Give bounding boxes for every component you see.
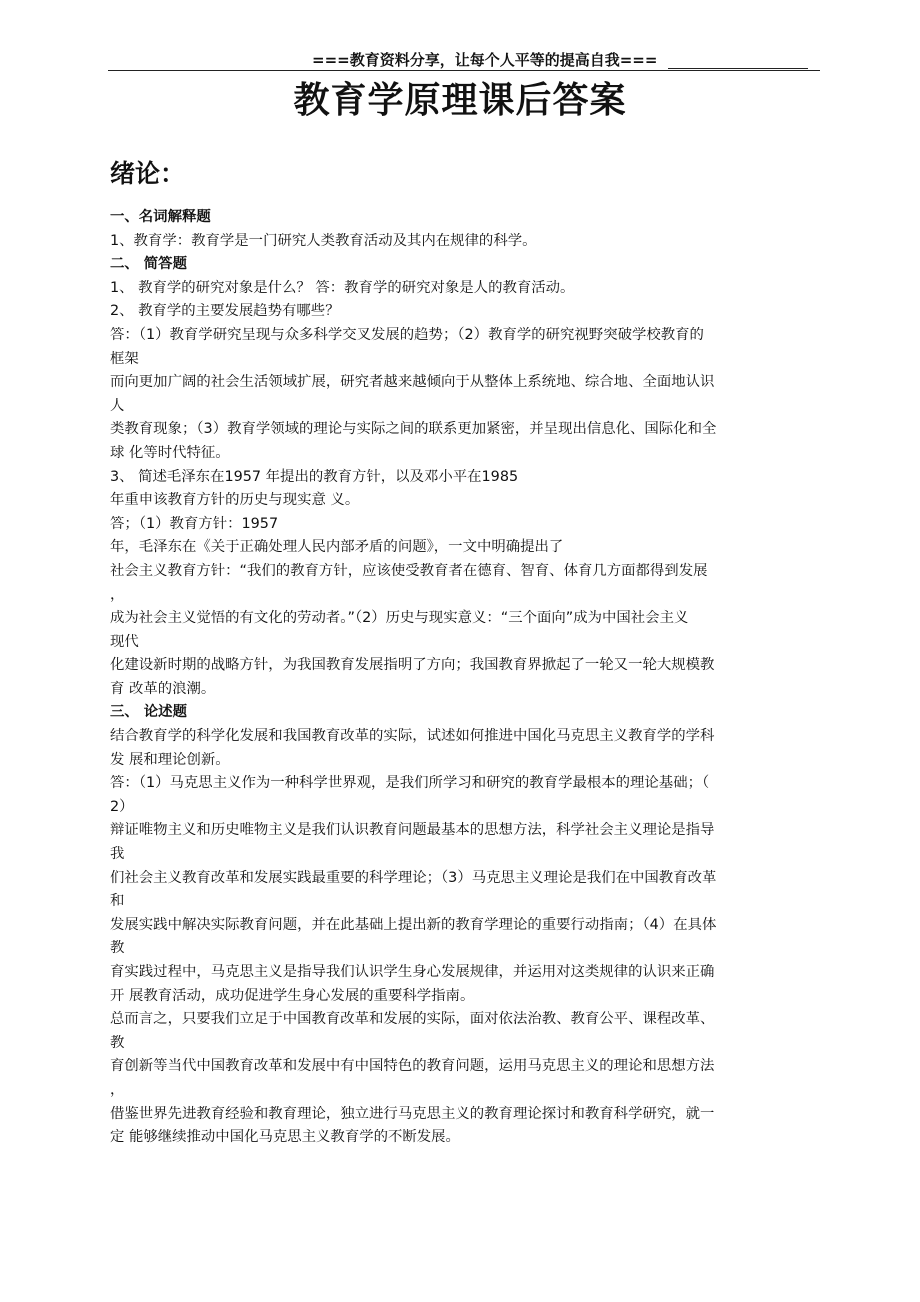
page-header	[108, 50, 820, 72]
text-line: ，	[110, 1081, 125, 1098]
text-line: 年，毛泽东在《关于正确处理人民内部矛盾的问题》，一文中明确提出了	[110, 539, 564, 556]
text-line: 人	[110, 397, 125, 414]
text-line: 框架	[110, 350, 139, 367]
text-line: 年重申该教育方针的历史与现实意 义。	[110, 492, 360, 509]
section-heading: 一、名词解释题	[110, 209, 211, 225]
text-line: 而向更加广阔的社会生活领域扩展，研究者越来越倾向于从整体上系统地、综合地、全面地认识	[110, 374, 715, 391]
header-blank-underline	[668, 68, 808, 69]
text-line: 们社会主义教育改革和发展实践最重要的科学理论；（3）马克思主义理论是我们在中国教育改革	[110, 869, 717, 886]
text-line: 育 改革的浪潮。	[110, 680, 216, 697]
section-heading: 二、 简答题	[110, 256, 187, 273]
text-line: 结合教育学的科学化发展和我国教育改革的实际，试述如何推进中国化马克思主义教育学的学科	[110, 728, 715, 745]
text-line: ，	[110, 586, 125, 603]
text-line: 定 能够继续推动中国化马克思主义教育学的不断发展。	[110, 1129, 460, 1146]
text-line: 育创新等当代中国教育改革和发展中有中国特色的教育问题，运用马克思主义的理论和思想方法	[110, 1058, 715, 1075]
text-line: 教	[110, 940, 125, 957]
text-line: 成为社会主义觉悟的有文化的劳动者。”（2）历史与现实意义：“三个面向”成为中国社会主义	[110, 610, 689, 627]
text-line: 2）	[110, 798, 134, 815]
header-text: ===教育资料分享，让每个人平等的提高自我===	[312, 51, 658, 69]
text-line: 答；（1）教育方针：1957	[110, 515, 279, 532]
text-line: 社会主义教育方针：“我们的教育方针，应该使受教育者在德育、智育、体育几方面都得到发展	[110, 562, 708, 579]
text-line: 发 展和理论创新。	[110, 751, 230, 768]
text-line: 借鉴世界先进教育经验和教育理论，独立进行马克思主义的教育理论探讨和教育科学研究，就一	[110, 1105, 715, 1122]
text-line: 育实践过程中，马克思主义是指导我们认识学生身心发展规律，并运用对这类规律的认识来正确	[110, 964, 715, 980]
text-line: 答：（1）马克思主义作为一种科学世界观，是我们所学习和研究的教育学最根本的理论基础；（	[110, 775, 710, 792]
text-line: 化建设新时期的战略方针，为我国教育发展指明了方向；我国教育界掀起了一轮又一轮大规模教	[110, 657, 715, 674]
text-line: 球 化等时代特征。	[110, 444, 230, 461]
chapter-heading: 绪论：	[110, 159, 186, 188]
text-line: 开 展教育活动，成功促进学生身心发展的重要科学指南。	[110, 987, 475, 1004]
document-body	[110, 206, 810, 1150]
header-rule	[108, 70, 820, 71]
text-line: 总而言之，只要我们立足于中国教育改革和发展的实际，面对依法治教、教育公平、课程改革、	[110, 1011, 715, 1028]
text-line: 现代	[110, 633, 139, 650]
text-line: 1、 教育学的研究对象是什么？ 答：教育学的研究对象是人的教育活动。	[110, 279, 575, 296]
section-heading: 三、 论述题	[110, 704, 187, 721]
text-line: 我	[110, 846, 125, 863]
text-line: 答：（1）教育学研究呈现与众多科学交叉发展的趋势；（2）教育学的研究视野突破学校教育的	[110, 326, 704, 343]
document-title: 教育学原理课后答案	[293, 80, 627, 121]
text-line: 发展实践中解决实际教育问题，并在此基础上提出新的教育学理论的重要行动指南；（4）在具体	[110, 916, 717, 933]
text-line: 3、 简述毛泽东在1957 年提出的教育方针，以及邓小平在1985	[110, 468, 519, 485]
text-line: 类教育现象；（3）教育学领域的理论与实际之间的联系更加紧密，并呈现出信息化、国际化和全	[110, 421, 717, 438]
text-line: 1、教育学：教育学是一门研究人类教育活动及其内在规律的科学。	[110, 232, 537, 249]
text-line: 和	[110, 893, 125, 910]
text-line: 辩证唯物主义和历史唯物主义是我们认识教育问题最基本的思想方法，科学社会主义理论是指导	[110, 822, 715, 839]
text-line: 教	[110, 1034, 125, 1051]
text-line: 2、 教育学的主要发展趋势有哪些？	[110, 303, 340, 320]
